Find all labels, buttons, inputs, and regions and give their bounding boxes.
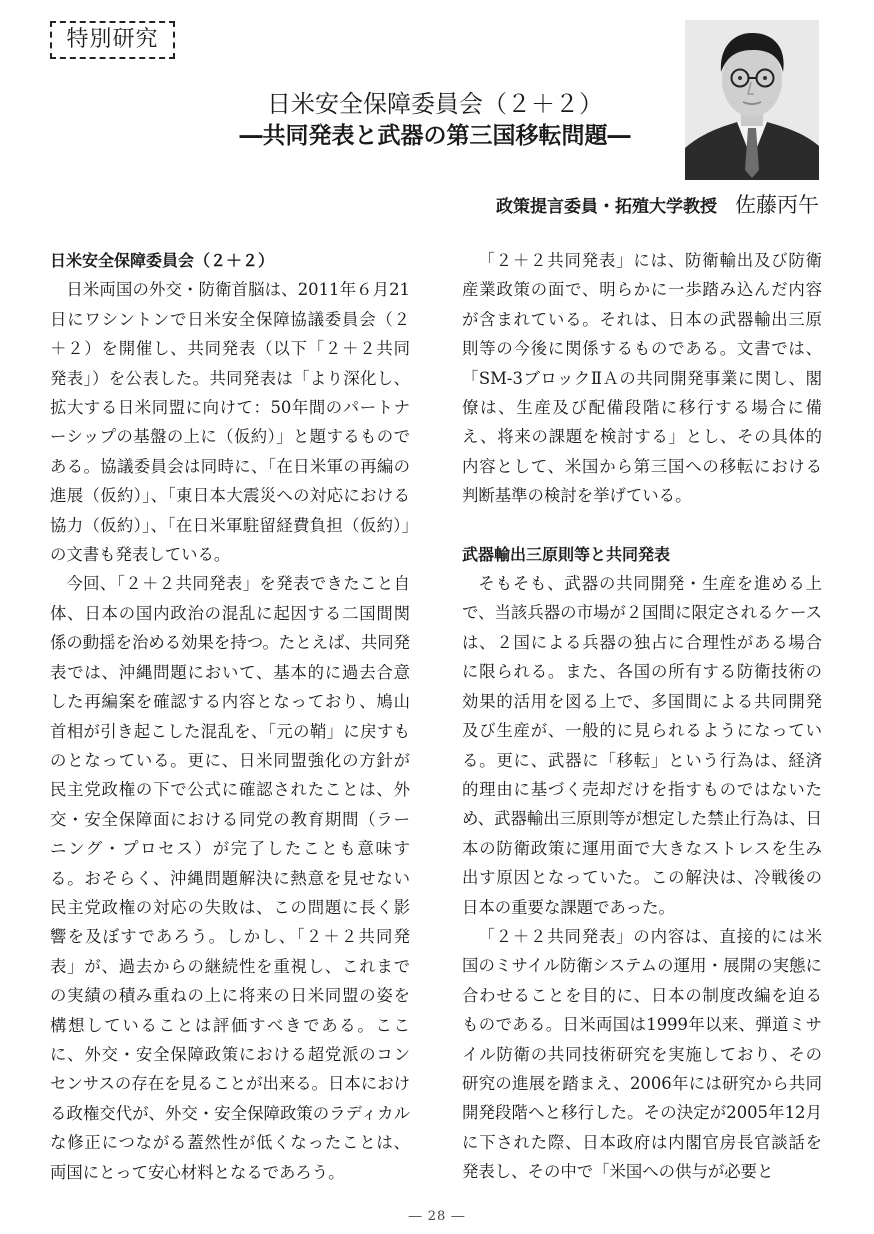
right-column [462, 246, 822, 1187]
paragraph: 「２＋２共同発表」には、防衛輸出及び防衛産業政策の面で、明らかに一歩踏み込んだ内容が含まれている。それは、日本の武器輸出三原則等の今後に関係するものである。文書では、「SM-3ブロックⅡＡの共同開発事業に関し、閣僚は、生産及び配備段階に移行する場合に備え、将来の課題を検討する」とし、その具体的内容として、米国から第三国への移転における判断基準の検討を挙げている。 [462, 251, 822, 506]
paragraph: 「２＋２共同発表」の内容は、直接的には米国のミサイル防衛システムの運用・展開の実態に合わせることを目的に、日本の制度改編を迫るものである。日米両国は1999年以来、弾道ミサイル防衛の共同技術研究を実施しており、その研究の進展を踏まえ、2006年には研究から共同開発段階へと移行した。その決定が2005年12月に下された際、日本政府は内閣官房長官談話を発表し、その中で「米国への供与が必要と [462, 926, 822, 1182]
author-byline [496, 192, 819, 220]
author-photo [685, 20, 819, 180]
page-number: ― 28 ― [408, 1209, 466, 1224]
section-heading: 日米安全保障委員会（２＋２） [50, 251, 275, 270]
section-tag: 特別研究 [50, 21, 175, 59]
author-portrait-image [685, 20, 819, 180]
article-title: 日米安全保障委員会（２＋２） [267, 90, 603, 118]
paragraph: そもそも、武器の共同開発・生産を進める上で、当該兵器の市場が２国間に限定されるケースは、２国による兵器の独占に合理性がある場合に限られる。また、各国の所有する防衛技術の効果的活用を図る上で、多国間による共同開発及び生産が、一般的に見られるようになっている。更に、武器に「移転」という行為は、経済的理由に基づく売却だけを指すものではないため、武器輸出三原則等が想定した禁止行為は、日本の防衛政策に運用面で大きなストレスを生み出す原因となっていた。この解決は、冷戦後の日本の重要な課題であった。 [462, 574, 822, 917]
author-affiliation: 政策提言委員・拓殖大学教授 [496, 197, 717, 217]
left-column [50, 246, 410, 1187]
author-name: 佐藤丙午 [735, 193, 819, 217]
section-heading: 武器輸出三原則等と共同発表 [462, 544, 671, 564]
article-subtitle: ―共同発表と武器の第三国移転問題― [239, 123, 631, 149]
paragraph: 今回、「２＋２共同発表」を発表できたこと自体、日本の国内政治の混乱に起因する二国間関係の動揺を治める効果を持つ。たとえば、共同発表では、沖縄問題において、基本的に過去合意した再編案を確認する内容となっており、鳩山首相が引き起こした混乱を、「元の鞘」に戻すものとなっている。更に、日米同盟強化の方針が民主党政権の下で公式に確認されたことは、外交・安全保障面における同党の教育期間（ラーニング・プロセス）が完了したことも意味する。おそらく、沖縄問題解決に熱意を見せない民主党政権の対応の失敗は、この問題に長く影響を及ぼすであろう。しかし、「２＋２共同発表」が、過去からの継続性を重視し、これまでの実績の積み重ねの上に将来の日米同盟の姿を構想していることは評価すべきである。ここに、外交・安全保障政策における超党派のコンセンサスの存在を見ることが出来る。日本における政権交代が、外交・安全保障政策のラディカルな修正につながる蓋然性が低くなったことは、両国にとって安心材料となるであろう。 [50, 574, 410, 1182]
paragraph: 日米両国の外交・防衛首脳は、2011年６月21日にワシントンで日米安全保障協議委員会（２＋２）を開催し、共同発表（以下「２＋２共同発表」）を公表した。共同発表は「より深化し、拡大する日米同盟に向けて：50年間のパートナーシップの基盤の上に（仮約）」と題するものである。協議委員会は同時に、「在日米軍の再編の進展（仮約）」、「東日本大震災への対応における協力（仮約）」、「在日米軍駐留経費負担（仮約）」の文書も発表している。 [50, 280, 410, 565]
